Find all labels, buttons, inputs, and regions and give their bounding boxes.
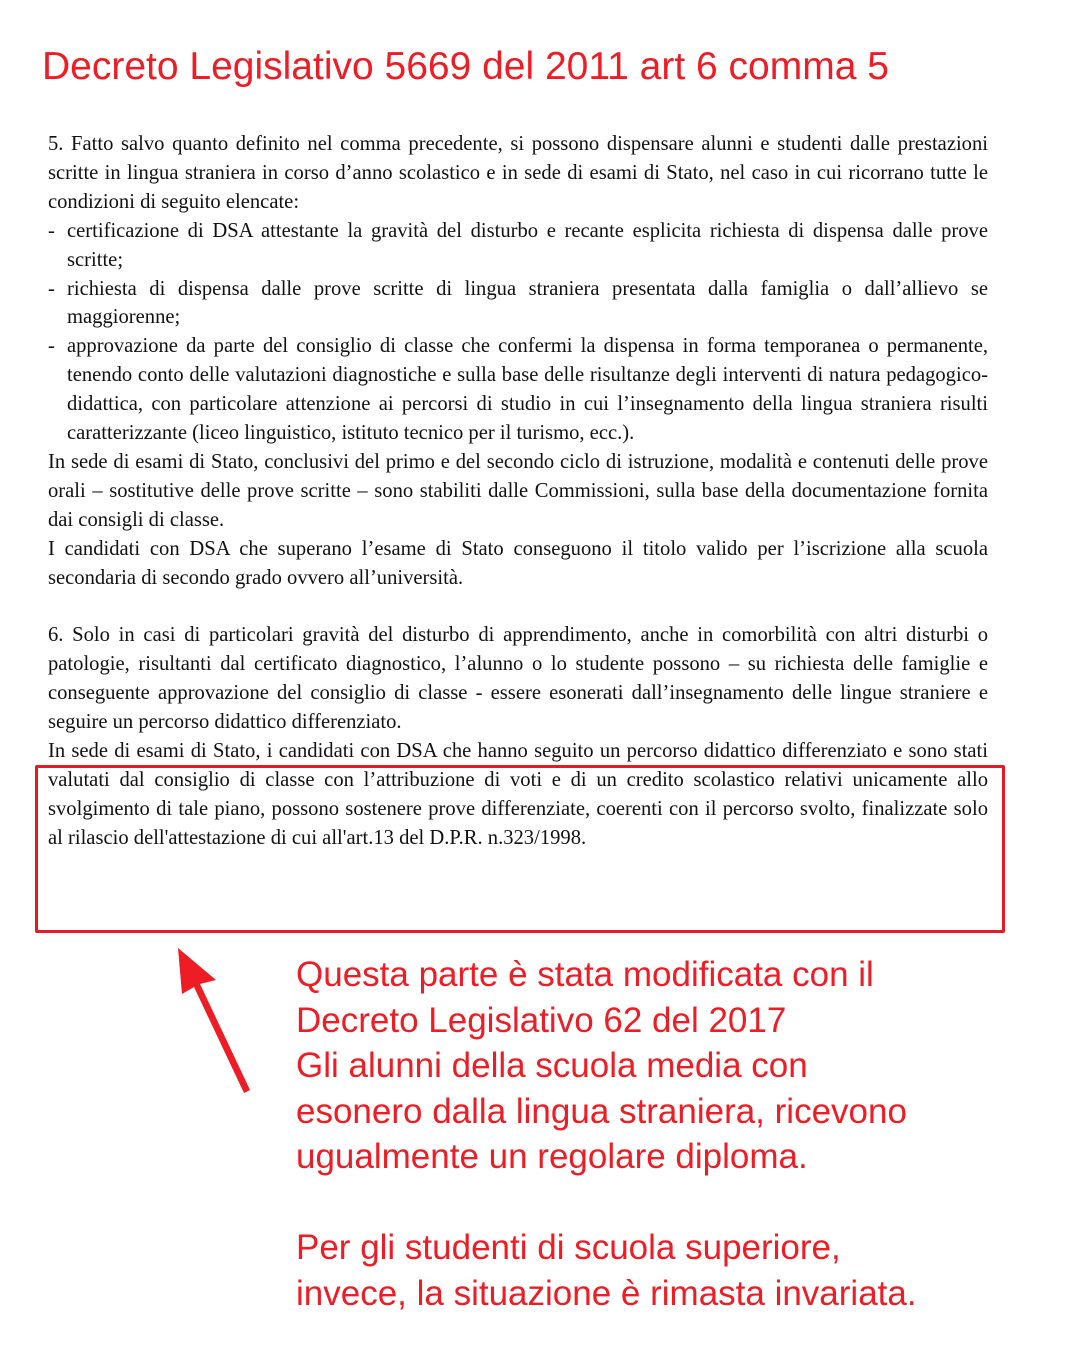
- condition-item: [48, 275, 988, 333]
- bullet-dash: -: [48, 219, 55, 242]
- headline: Decreto Legislativo 5669 del 2011 art 6 comma 5: [42, 45, 889, 88]
- annotation-note: [296, 952, 1056, 1316]
- comma-6-intro: 6. Solo in casi di particolari gravità del disturbo di apprendimento, anche in comorbilità con altri disturbi o patologie, risultanti dal certificato diagnostico, l’alunno o lo studente possono – su richiesta delle famiglie e conseguente approvazione del consiglio di classe - essere esonerati dall’insegnamento delle lingue straniere e seguire un percorso didattico differenziato.: [48, 624, 988, 734]
- annotation-line: ugualmente un regolare diploma.: [296, 1137, 808, 1176]
- condition-text: approvazione da parte del consiglio di classe che confermi la dispensa in forma temporanea o permanente, tenendo conto delle valutazioni diagnostiche e sulla base delle risultanze degli interventi di natura pedagogico-didattica, con particolare attenzione ai percorsi di studio in cui l’insegnamento della lingua straniera risulti caratterizzante (liceo linguistico, istituto tecnico per il turismo, ecc.).: [67, 335, 988, 445]
- condition-text: certificazione di DSA attestante la gravità del disturbo e recante esplicita richiesta di dispensa dalle prove scritte;: [67, 219, 988, 271]
- condition-item: [48, 217, 988, 275]
- annotation-line: Gli alunni della scuola media con: [296, 1046, 808, 1085]
- highlighted-paragraph: In sede di esami di Stato, i candidati con DSA che hanno seguito un percorso didattico differenziato e sono stati valutati dal consiglio di classe con l’attribuzione di voti e di un credito scolastico relativi unicamente allo svolgimento di tale piano, possono sostenere prove differenziate, coerenti con il percorso svolto, finalizzate solo al rilascio dell'attestazione di cui all'art.13 del D.P.R. n.323/1998.: [48, 740, 988, 849]
- bullet-dash: -: [48, 335, 55, 358]
- arrow-up-left-icon: [166, 940, 256, 1100]
- annotation-spacer: [296, 1180, 1056, 1226]
- annotation-line: invece, la situazione è rimasta invariata.: [296, 1273, 917, 1313]
- paragraph-gap: [48, 593, 988, 622]
- title-paragraph: I candidati con DSA che superano l’esame di Stato conseguono il titolo valido per l’iscrizione alla scuola secondaria di secondo grado ovvero all’università.: [48, 537, 988, 589]
- bullet-dash: -: [48, 277, 55, 300]
- annotation-line: Questa parte è stata modificata con il: [296, 955, 874, 994]
- annotation-line: Decreto Legislativo 62 del 2017: [296, 1000, 787, 1040]
- exams-paragraph: In sede di esami di Stato, conclusivi del primo e del secondo ciclo di istruzione, modalità e contenuti delle prove orali – sostitutive delle prove scritte – sono stabiliti dalle Commissioni, sulla base della documentazione fornita dai consigli di classe.: [48, 450, 988, 531]
- decree-excerpt: [48, 130, 988, 853]
- highlight-box: [35, 765, 1005, 933]
- condition-item: [48, 332, 988, 448]
- comma-5-intro: 5. Fatto salvo quanto definito nel comma precedente, si possono dispensare alunni e studenti dalle prestazioni scritte in lingua straniera in corso d’anno scolastico e in sede di esami di Stato, nel caso in cui ricorrano tutte le condizioni di seguito elencate:: [48, 133, 988, 213]
- annotation-line: esonero dalla lingua straniera, ricevono: [296, 1091, 907, 1131]
- annotation-line: Per gli studenti di scuola superiore,: [296, 1228, 841, 1267]
- condition-text: richiesta di dispensa dalle prove scritte di lingua straniera presentata dalla famiglia o dall’allievo se maggiorenne;: [67, 277, 988, 329]
